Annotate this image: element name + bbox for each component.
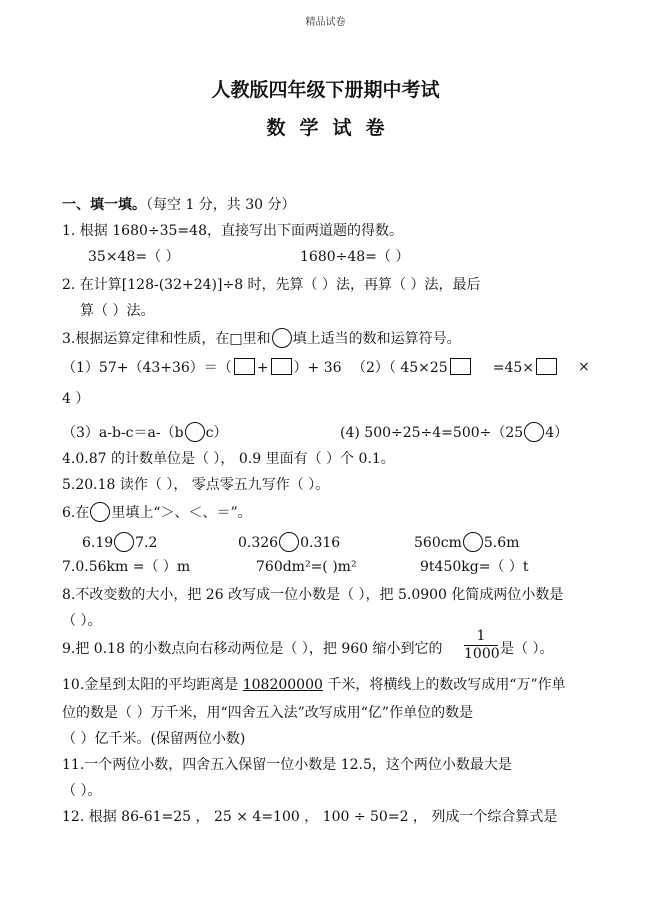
circle-blank-icon xyxy=(279,532,299,552)
question-2-line-2: 算（ ）法。 xyxy=(80,303,155,319)
question-6 xyxy=(62,502,252,522)
question-9-end: 是（ ）。 xyxy=(500,641,554,657)
question-9: 9.把 0.18 的小数点向右移动两位是（ ），把 960 缩小到它的 xyxy=(62,641,443,657)
q3-2-text-a: （2）（ 45×25 xyxy=(352,360,448,376)
q3-2-continued: 4 ） xyxy=(62,391,90,407)
question-3-text-b: 填上适当的数和运算符号。 xyxy=(292,331,461,347)
answer-box xyxy=(234,358,255,375)
q3-2-text-b: =45× xyxy=(492,360,534,376)
question-7c: 9t450kg=（ ）t xyxy=(420,559,529,575)
q6-text-a: 6.在 xyxy=(62,505,90,521)
fraction-numerator: 1 xyxy=(464,628,498,646)
q3-1-text-b: + xyxy=(256,360,269,376)
question-8-line-2: （ ）。 xyxy=(62,613,102,629)
question-3-1 xyxy=(62,358,342,377)
section-1-heading xyxy=(62,196,296,214)
question-10-line-3: （ ）亿千米。(保留两位小数) xyxy=(62,731,246,747)
question-11-line-1: 11.一个两位小数，四舍五入保留一位小数是 12.5，这个两位小数最大是 xyxy=(62,757,512,773)
q3-3-text-b: c） xyxy=(205,425,228,441)
circle-blank-icon xyxy=(524,422,544,442)
q6-compare-b xyxy=(238,532,340,552)
question-10-line-1 xyxy=(62,676,566,694)
circle-blank-icon xyxy=(90,502,110,522)
question-3 xyxy=(62,328,461,348)
circle-blank-icon xyxy=(185,422,205,442)
q3-3-text-a: （3）a-b-c＝a-（b xyxy=(62,425,184,441)
q6-text-b: 里填上“＞、＜、＝”。 xyxy=(111,505,252,521)
fraction xyxy=(464,628,498,663)
question-10-line-2: 位的数是（ ）万千米，用“四舍五入法”改写成用“亿”作单位的数是 xyxy=(62,705,474,721)
q3-1-text-a: （1）57+（43+36）＝（ xyxy=(62,360,232,376)
fraction-denominator: 1000 xyxy=(464,646,500,662)
page-header: 精品试卷 xyxy=(305,17,346,28)
question-7b: 760dm²=( )m² xyxy=(256,559,357,575)
q10-text-b: 千米，将横线上的数改写成用“万”作单 xyxy=(322,677,566,693)
q6-compare-a xyxy=(82,532,157,552)
q6b-left: 0.326 xyxy=(238,535,279,551)
page-title: 人教版四年级下册期中考试 xyxy=(211,79,440,101)
question-11-line-2: （ ）。 xyxy=(62,783,102,799)
q6c-left: 560cm xyxy=(414,535,462,551)
section-1-note: （每空 1 分，共 30 分） xyxy=(146,197,296,213)
question-12: 12. 根据 86-61=25 ， 25 × 4=100 ， 100 ÷ 50=2 ， 列成一个综合算式是 xyxy=(62,809,558,825)
circle-blank-icon xyxy=(114,532,134,552)
answer-box xyxy=(536,358,557,375)
q6b-right: 0.316 xyxy=(300,535,341,551)
q3-2-times: × xyxy=(578,359,590,375)
q6c-right: 5.6m xyxy=(483,535,520,551)
question-4: 4.0.87 的计数单位是（ ）， 0.9 里面有（ ）个 0.1。 xyxy=(62,451,395,467)
q6-compare-c xyxy=(414,532,519,552)
question-5: 5.20.18 读作（ ）， 零点零五九写作（ ）。 xyxy=(62,477,330,493)
q6a-right: 7.2 xyxy=(135,535,158,551)
q3-4-text-b: 4） xyxy=(545,425,569,441)
question-3-3 xyxy=(62,422,227,442)
question-8-line-1: 8.不改变数的大小，把 26 改写成一位小数是（ ），把 5.0900 化简成两位小数是 xyxy=(62,587,564,603)
question-3-2 xyxy=(352,358,559,377)
question-7a: 7.0.56km =（ ）m xyxy=(62,559,191,575)
q10-underlined-number: 108200000 xyxy=(242,677,323,693)
question-3-4 xyxy=(340,422,568,442)
q6a-left: 6.19 xyxy=(82,535,114,551)
circle-blank-icon xyxy=(463,532,483,552)
q3-4-text-a: (4) 500÷25÷4=500÷（25 xyxy=(340,425,524,441)
question-2-line-1: 2. 在计算[128-(32+24)]÷8 时，先算（ ）法，再算（ ）法，最后 xyxy=(62,277,481,293)
q3-1-text-c: ）+ 36 xyxy=(293,360,342,376)
answer-box xyxy=(450,358,471,375)
section-1-title: 一、填一填。 xyxy=(62,197,146,213)
q10-text-a: 10.金星到太阳的平均距离是 xyxy=(62,677,243,693)
circle-blank-icon xyxy=(272,328,292,348)
question-1a: 35×48=（ ） xyxy=(88,249,180,265)
question-3-text-a: 3.根据运算定律和性质，在□里和 xyxy=(62,331,271,347)
answer-box xyxy=(271,358,292,375)
question-1: 1. 根据 1680÷35=48，直接写出下面两道题的得数。 xyxy=(62,223,403,239)
page-subtitle: 数学试卷 xyxy=(266,117,399,139)
question-1b: 1680÷48=（ ） xyxy=(300,249,410,265)
